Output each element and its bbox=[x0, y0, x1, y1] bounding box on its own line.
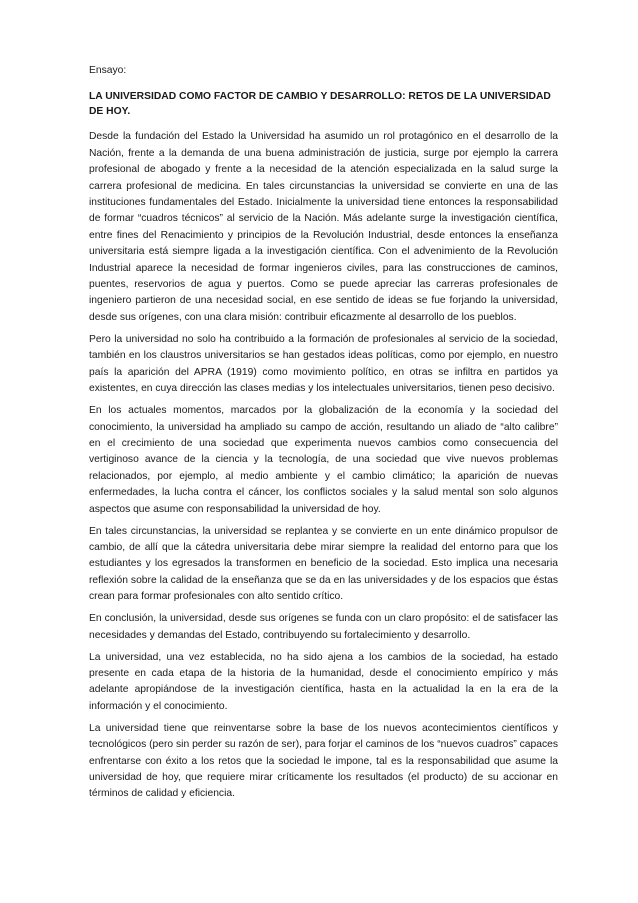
paragraph: La universidad tiene que reinventarse sobre la base de los nuevos acontecimientos científicos y tecnológicos (pero sin perder su razón de ser), para forjar el caminos de los “nuevos cuadros” capaces enfrentarse con éxito a los retos que la sociedad le impone, tal es la responsabilidad que asume la universidad de hoy, que requiere mirar críticamente los resultados (el producto) de su accionar en términos de calidad y eficiencia. bbox=[89, 722, 558, 800]
document-page bbox=[89, 63, 558, 808]
paragraph: Desde la fundación del Estado la Universidad ha asumido un rol protagónico en el desarrollo de la Nación, frente a la demanda de una buena administración de justicia, surge por ejemplo la carrera profesional de abogado y frente a la necesidad de la atención especializada en la salud surge la carrera profesional de medicina. En tales circunstancias la universidad se convierte en una de las instituciones fundamentales del Estado. Inicialmente la universidad tiene entonces la responsabilidad de formar “cuadros técnicos” al servicio de la Nación. Más adelante surge la investigación científica, entre fines del Renacimiento y principios de la Revolución Industrial, desde entonces la enseñanza universitaria está siempre ligada a la investigación científica. Con el advenimiento de la Revolución Industrial aparece la necesidad de formar ingenieros civiles, para las construcciones de caminos, puentes, reservorios de agua y puertos. Como se puede apreciar las carreras profesionales de ingeniero partieron de una necesidad social, en ese sentido de ideas se fue forjando la universidad, desde sus orígenes, con una clara misión: contribuir eficazmente al desarrollo de los pueblos. bbox=[89, 131, 558, 323]
paragraph: En tales circunstancias, la universidad se replantea y se convierte en un ente dinámico propulsor de cambio, de allí que la cátedra universitaria debe mirar siempre la realidad del entorno para que los estudiantes y los egresados la transformen en beneficio de la sociedad. Esto implica una necesaria reflexión sobre la calidad de la enseñanza que se da en las universidades y de los espacios que éstas crean para formar profesionales con alto sentido crítico. bbox=[89, 525, 558, 603]
paragraph: Pero la universidad no solo ha contribuido a la formación de profesionales al servicio de la sociedad, también en los claustros universitarios se han gestados ideas políticas, como por ejemplo, en nuestro país la aparición del APRA (1919) como movimiento político, en otras se infiltra en partidos ya existentes, en cuya dirección las clases medias y los intelectuales universitarios, tienen peso decisivo. bbox=[89, 333, 558, 395]
document-label: Ensayo: bbox=[89, 65, 127, 76]
document-title: LA UNIVERSIDAD COMO FACTOR DE CAMBIO Y DESARROLLO: RETOS DE LA UNIVERSIDAD DE HOY. bbox=[89, 91, 551, 118]
paragraph: La universidad, una vez establecida, no ha sido ajena a los cambios de la sociedad, ha estado presente en cada etapa de la historia de la humanidad, desde el conocimiento empírico y más adelante apropiándose de la investigación científica, hasta en la actualidad la en la era de la información y el conocimiento. bbox=[89, 651, 558, 712]
paragraph: En conclusión, la universidad, desde sus orígenes se funda con un claro propósito: el de satisfacer las necesidades y demandas del Estado, contribuyendo su fortalecimiento y desarrollo. bbox=[89, 613, 558, 641]
paragraph: En los actuales momentos, marcados por la globalización de la economía y la sociedad del conocimiento, la universidad ha ampliado su campo de acción, resultando un aliado de “alto calibre” en el crecimiento de una sociedad que experimenta nuevos cambios como consecuencia del vertiginoso avance de la ciencia y la tecnología, de una sociedad que vive nuevos problemas relacionados, por ejemplo, al medio ambiente y el cambio climático; la aparición de nuevas enfermedades, la lucha contra el cáncer, los conflictos sociales y la salud mental son solo algunos aspectos que asume con responsabilidad la universidad de hoy. bbox=[89, 405, 558, 515]
